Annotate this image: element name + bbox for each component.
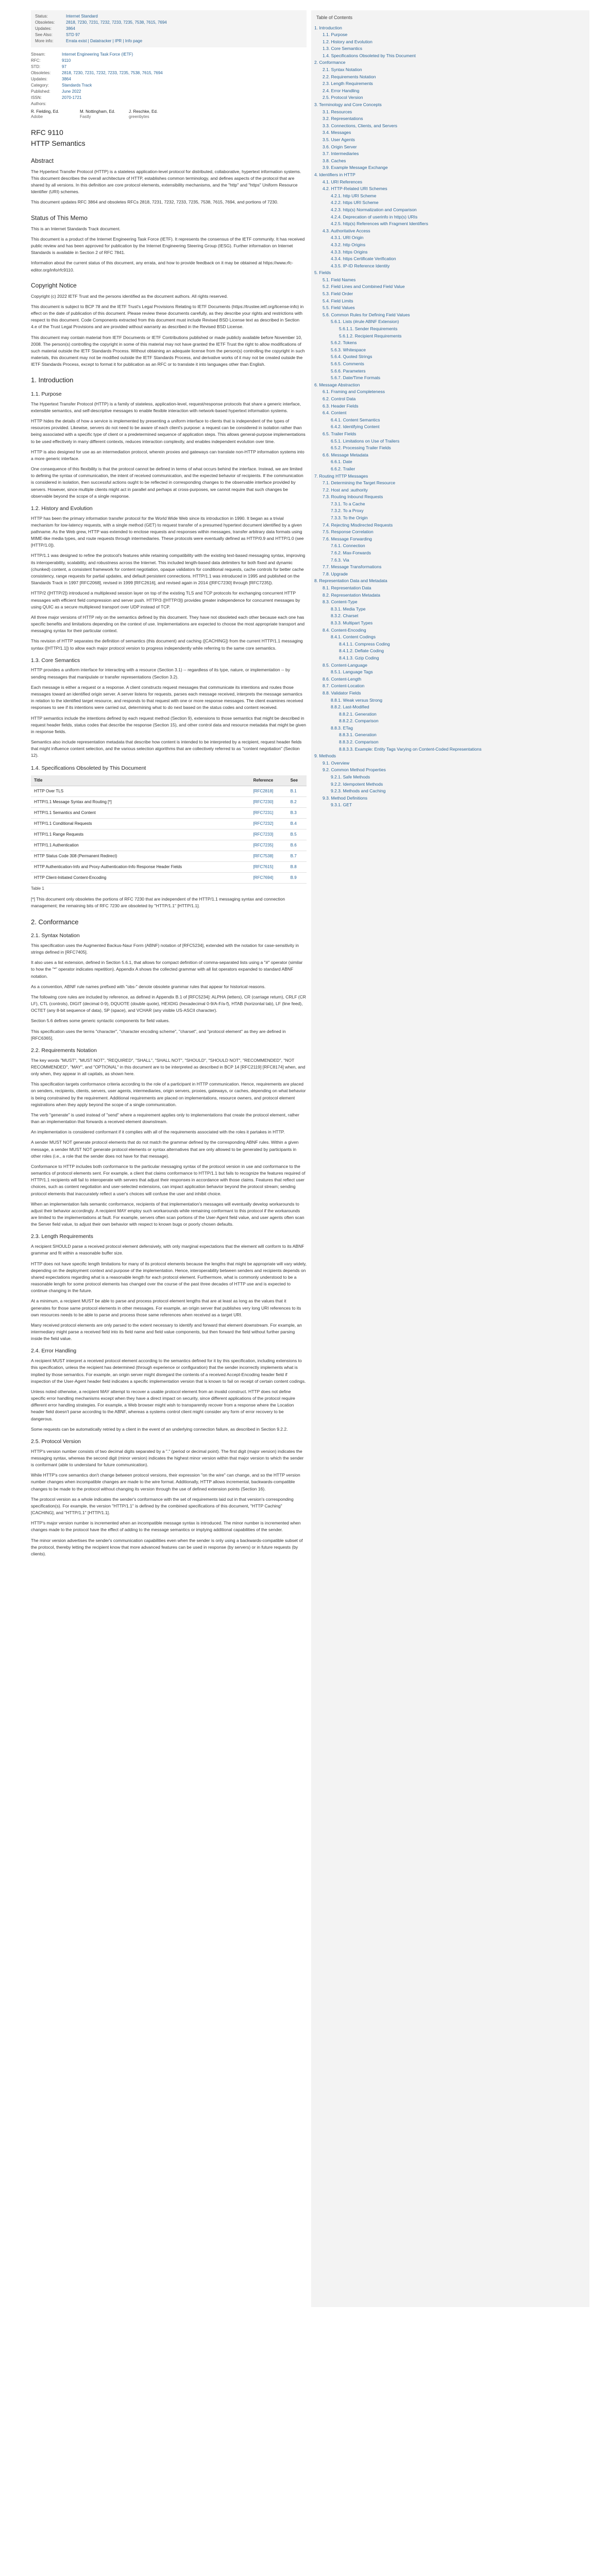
paragraph: HTTP's version number consists of two decimal digits separated by a "." (period or decimal point). The first digit (major version) indicates the messaging syntax, whereas the second digit (minor version) indicates the highest minor version within that major version to which the sender is conformant (able to understand for future communication). [31,1448,304,1468]
toc-link[interactable]: 4.2.4. Deprecation of userinfo in http(s) URIs [331,214,418,219]
table-row [31,829,307,840]
abstract-paragraph: This document updates RFC 3864 and obsoletes RFCs 2818, 7231, 7232, 7233, 7235, 7538, 7615, 7694, and portions of 7230. [31,199,279,205]
toc-title: Table of Contents [316,15,353,20]
toc-link[interactable]: 7.3. Routing Inbound Requests [323,494,383,500]
status-paragraph: This is an Internet Standards Track document. [31,226,121,231]
subsection-heading: 1.4. Specifications Obsoleted by This Document [31,765,146,771]
metadata-key: Stream: [31,52,46,57]
paragraph: HTTP provides a uniform interface for interacting with a resource (Section 3.1) -- regardless of its type, nature, or implementation -- by sending messages that manipulate or transfer representations (Section 3.2). [31,667,290,680]
toc-link[interactable]: 5.3. Field Order [323,291,353,297]
paragraph: HTTP/1.1 was designed to refine the protocol's features while retaining compatibility with the existing text-based messaging syntax, improving its interoperability, scalability, and robustness across the Internet. This included length-based data delimiters for both fixed and dynamic (chunked) content, a consistent framework for content negotiation, opaque validators for conditional requests, cache controls for better cache consistency, range requests for partial updates, and default persistent connections. HTTP/1.1 was introduced in 1995 and published on the Standards Track in 1997 [RFC2068], revised in 1999 [RFC2616], and revised again in 2014 ([RFC7230] through [RFC7235]). [31,553,306,586]
spec-title-cell: HTTP/1.1 Message Syntax and Routing [*] [31,797,250,808]
spec-title-cell: HTTP/1.1 Semantics and Content [31,808,250,819]
toc-link[interactable]: 8.3.2. Charset [331,613,359,619]
author-name: R. Fielding, Ed. [31,109,59,114]
spec-section-link[interactable]: B.3 [287,808,307,819]
toc-link[interactable]: 3.2. Representations [323,116,363,122]
spec-reference-link[interactable]: [RFC7615] [250,862,287,873]
toc-link[interactable]: 7.4. Rejecting Misdirected Requests [323,522,393,528]
toc-link[interactable]: 4.2.1. http URI Scheme [331,193,377,198]
spec-section-link[interactable]: B.2 [287,797,307,808]
toc-link[interactable]: 5.2. Field Lines and Combined Field Value [323,284,405,290]
spec-reference-link[interactable]: [RFC7233] [250,829,287,840]
table-row [31,840,307,851]
toc-link[interactable]: 5.6.2. Tokens [331,340,357,346]
toc-link[interactable]: 6.5. Trailer Fields [323,431,357,436]
table-note: [*] This document only obsoletes the portions of RFC 7230 that are independent of the HTTP/1.1 messaging syntax and connection management; the remaining bits of RFC 7230 are obsoleted by "HTTP/1.1" [HTTP/1.1]. [31,896,285,909]
metadata-key: RFC: [31,58,41,63]
toc-link[interactable]: 8.5.1. Language Tags [331,669,373,675]
toc-link[interactable]: 8. Representation Data and Metadata [314,578,387,584]
metadata-value[interactable]: 2818, 7230, 7231, 7232, 7233, 7235, 7538, 7615, 7694 [62,71,163,75]
paragraph: It also uses a list extension, defined in Section 5.6.1, that allows for compact definition of comma-separated lists using a "#" operator (similar to how the "*" operator indicates repetition). Appendix A shows the collected grammar with all list operators expanded to standard ABNF notation. [31,960,303,979]
toc-link[interactable]: 8.4.1. Content Codings [331,634,376,640]
table-row [31,786,307,797]
metadata-value[interactable]: 2070-1721 [62,95,82,100]
subsection-heading: 1.3. Core Semantics [31,657,80,664]
toc-link[interactable]: 2.3. Length Requirements [323,81,373,87]
section-heading: 2. Conformance [31,918,79,926]
spec-section-link[interactable]: B.5 [287,829,307,840]
toc-link[interactable]: 1.3. Core Semantics [323,46,363,52]
toc-link[interactable]: 5.6.1. Lists (#rule ABNF Extension) [331,319,399,325]
metadata-row [31,52,307,58]
toc-link[interactable]: 5.4. Field Limits [323,298,353,303]
toc-link[interactable]: 6.3. Header Fields [323,403,359,409]
spec-section-link[interactable]: B.6 [287,840,307,851]
toc-link[interactable]: 7.8. Upgrade [323,571,348,577]
metadata-row [35,32,302,38]
spec-section-link[interactable]: B.9 [287,873,307,884]
toc-link[interactable]: 6.4.1. Content Semantics [331,417,380,422]
toc-link[interactable]: 6.6.2. Trailer [331,466,355,471]
toc-link[interactable]: 3.1. Resources [323,109,352,114]
paragraph: Section 5.6 defines some generic syntactic components for field values. [31,1018,170,1024]
toc-link[interactable]: 4.3.3. https Origins [331,249,368,255]
toc-link[interactable]: 8.8.1. Weak versus Strong [331,697,383,703]
abstract-heading: Abstract [31,157,54,164]
toc-link[interactable]: 5. Fields [314,270,331,276]
author-organization: Adobe [31,114,43,120]
metadata-value[interactable]: Internet Standard [66,14,98,19]
paragraph: This specification uses the terms "character", "character encoding scheme", "charset", and "protocol element" as they are defined in [RFC6365]. [31,1028,286,1041]
metadata-row [35,26,302,32]
column-header-see: See [287,775,307,786]
paragraph: Unless noted otherwise, a recipient MAY attempt to recover a usable protocol element from an invalid construct. HTTP does not define specific error handling mechanisms except when they have a direct impact on security, since different applications of the protocol require different error handling strategies. For example, a Web browser might wish to transparently recover from a response where the Location header field doesn't parse according to the ABNF, whereas a systems control client might consider any form of error recovery to be dangerous. [31,1388,295,1421]
author-name: M. Nottingham, Ed. [80,109,115,114]
table-row [31,797,307,808]
toc-link[interactable]: 8.4.1.3. Gzip Coding [339,655,379,660]
toc-link[interactable]: 8.4. Content-Encoding [323,627,366,633]
toc-link[interactable]: 5.6.1.2. Recipient Requirements [339,333,402,338]
toc-link[interactable]: 3.5. User Agents [323,137,355,142]
toc-link[interactable]: 3. Terminology and Core Concepts [314,102,382,108]
toc-link[interactable]: 3.8. Caches [323,158,346,163]
metadata-value[interactable]: Standards Track [62,83,92,88]
metadata-key: ISSN: [31,95,42,100]
toc-link[interactable]: 1.2. History and Evolution [323,39,372,44]
toc-link[interactable]: 4. Identifiers in HTTP [314,172,355,177]
document-body [31,10,307,1561]
spec-reference-link[interactable]: [RFC2818] [250,786,287,797]
toc-link[interactable]: 8.8.3.3. Example: Entity Tags Varying on Content-Coded Representations [339,746,482,752]
toc-link[interactable]: 4.3. Authoritative Access [323,228,370,233]
paragraph: When an implementation fails semantic conformance, recipients of that implementation's messages will eventually develop workarounds to adjust their behavior accordingly. A recipient MAY employ such workarounds while remaining conformant to this protocol if the workarounds are limited to the implementations at fault. For example, servers often scan portions of the User-Agent field value, and user agents often scan the Server field value, to adjust their own behavior with respect to known bugs or poorly chosen defaults. [31,1201,304,1227]
toc-link[interactable]: 4.3.1. URI Origin [331,235,364,241]
metadata-value[interactable]: 9110 [62,58,71,63]
metadata-row [35,20,302,26]
metadata-key: More info: [35,39,54,43]
metadata-value[interactable]: Errata exist | Datatracker | IPR | Info page [66,39,143,43]
toc-link[interactable]: 8.8. Validator Fields [323,690,361,696]
toc-link[interactable]: 8.4.1.1. Compress Coding [339,641,390,647]
author-name: J. Reschke, Ed. [129,109,158,114]
rfc-number: RFC 9110 [31,128,63,137]
metadata-value[interactable]: 3864 [66,26,75,31]
toc-link[interactable]: 9.2. Common Method Properties [323,767,386,773]
toc-link[interactable]: 1.4. Specifications Obsoleted by This Document [323,53,416,58]
obsoleted-specs-table [31,775,307,884]
toc-link[interactable]: 2. Conformance [314,60,346,65]
toc-link[interactable]: 5.6.1.1. Sender Requirements [339,326,398,332]
paragraph: HTTP does not have specific length limitations for many of its protocol elements because the lengths that might be appropriate will vary widely, depending on the deployment context and purpose of the implementation. Hence, interoperability between senders and recipients depends on shared expectations regarding what is a reasonable length for each protocol element. Furthermore, what is commonly understood to be a reasonable length for some protocol elements has changed over the course of the past three decades of HTTP use and is expected to continue changing in the future. [31,1261,307,1294]
toc-link[interactable]: 8.5. Content-Language [323,662,367,668]
paragraph: The following core rules are included by reference, as defined in Appendix B.1 of [RFC5234]: ALPHA (letters), CR (carriage return), CRLF (CR LF), CTL (controls), DIGIT (decimal 0-9), DQUOTE (double quote), HEXDIG (hexadecimal 0-9/A-F/a-f), HTAB (horizontal tab), LF (line feed), OCTET (any 8-bit sequence of data), SP (space), and VCHAR (any visible US-ASCII character). [31,994,306,1013]
metadata-key: STD: [31,64,41,69]
toc-link[interactable]: 3.4. Messages [323,130,351,135]
toc-link[interactable]: 8.2. Representation Metadata [323,592,380,598]
author-organization: Fastly [80,114,91,120]
toc-link[interactable]: 7.6.3. Via [331,557,349,563]
paragraph: The key words "MUST", "MUST NOT", "REQUIRED", "SHALL", "SHALL NOT", "SHOULD", "SHOULD NOT", "RECOMMENDED", "NOT RECOMMENDED", "MAY", and "OPTIONAL" in this document are to be interpreted as described in BCP 14 [RFC2119] [RFC8174] when, and only when, they appear in all capitals, as shown here. [31,1057,306,1077]
toc-link[interactable]: 6.5.2. Processing Trailer Fields [331,445,391,451]
subsection-heading: 1.1. Purpose [31,391,62,397]
toc-link[interactable]: 9.3. Method Definitions [323,795,367,801]
metadata-key: Updates: [31,77,48,81]
copyright-paragraph: This document is subject to BCP 78 and the IETF Trust's Legal Provisions Relating to IETF Documents (https://trustee.ietf.org/license-info) in effect on the date of publication of this document. Please review these documents carefully, as they describe your rights and restrictions with respect to this document. Code Components extracted from this document must include Revised BSD License text as described in Section 4.e of the Trust Legal Provisions and are provided without warranty as described in the Revised BSD License. [31,303,304,330]
paragraph: One consequence of this flexibility is that the protocol cannot be defined in terms of what occurs behind the interface. Instead, we are limited to defining the syntax of communication, the intent of received communication, and the expected behavior of recipients. If the communication is considered in isolation, then successful actions ought to be reflected in corresponding changes to the observable interface provided by servers. However, since multiple clients might act in parallel and perhaps at cross-purposes, we cannot require that such changes be observable beyond the scope of a single response. [31,466,303,499]
table-caption: Table 1 [31,886,44,891]
spec-title-cell: HTTP/1.1 Conditional Requests [31,819,250,829]
paragraph: A sender MUST NOT generate protocol elements that do not match the grammar defined by the corresponding ABNF rules. Within a given message, a sender MUST NOT generate protocol elements or syntax alternatives that are only allowed to be generated by participants in other roles (i.e., a role that the sender does not have for that message). [31,1140,299,1159]
toc-link[interactable]: 3.7. Intermediaries [323,151,359,157]
spec-title-cell: HTTP Authentication-Info and Proxy-Authentication-Info Response Header Fields [31,862,250,873]
metadata-value[interactable] [62,101,307,107]
paragraph: An implementation is considered conformant if it complies with all of the requirements associated with the roles it partakes in HTTP. [31,1129,285,1135]
paragraph: While HTTP's core semantics don't change between protocol versions, their expression "on the wire" can change, and so the HTTP version number changes when incompatible changes are made to the wire format. Additionally, HTTP allows incremental, backwards-compatible changes to be made to the protocol without changing its version through the use of defined extension points (Section 16). [31,1472,300,1492]
copyright-paragraph: Copyright (c) 2022 IETF Trust and the persons identified as the document authors. All rights reserved. [31,293,228,299]
paragraph: The Hypertext Transfer Protocol (HTTP) is a family of stateless, application-level, request/response protocols that share a generic interface, extensible semantics, and self-descriptive messages to enable flexible interaction with network-based hypertext information systems. [31,401,301,413]
toc-link[interactable]: 8.6. Content-Length [323,676,362,682]
paragraph: HTTP's major version number is incremented when an incompatible message syntax is introduced. The minor number is incremented when changes made to the protocol have the effect of adding to the message semantics or implying additional capabilities of the sender. [31,1520,301,1533]
toc-link[interactable]: 8.7. Content-Location [323,683,365,689]
toc-link[interactable]: 8.3.3. Multipart Types [331,620,373,625]
toc-link[interactable]: 2.5. Protocol Version [323,95,363,100]
metadata-key: Obsoletes: [31,71,51,75]
toc-link[interactable]: 7.6. Message Forwarding [323,536,372,541]
paragraph: The minor version advertises the sender's communication capabilities even when the sender is only using a backwards-compatible subset of the protocol, thereby letting the recipient know that more advanced features can be used in response (by servers) or in future requests (by clients). [31,1537,303,1556]
metadata-key: Published: [31,89,50,94]
toc-link[interactable]: 8.3.1. Media Type [331,606,366,612]
table-row [31,808,307,819]
metadata-key: See Also: [35,32,53,37]
spec-reference-link[interactable]: [RFC7538] [250,851,287,862]
toc-link[interactable]: 6.2. Control Data [323,396,356,401]
toc-link[interactable]: 7. Routing HTTP Messages [314,473,368,479]
section-heading: 1. Introduction [31,376,74,384]
status-paragraph: Information about the current status of this document, any errata, and how to provide feedback on it may be obtained at https://www.rfc-editor.org/info/rfc9110. [31,260,293,273]
toc-link[interactable]: 9.3.1. GET [331,802,352,808]
table-row [31,873,307,884]
toc-link[interactable]: 6.4.2. Identifying Content [331,424,380,430]
spec-reference-link[interactable]: [RFC7230] [250,797,287,808]
toc-link[interactable]: 5.6.6. Parameters [331,368,366,374]
paragraph: A recipient MUST interpret a received protocol element according to the semantics defined for it by this specification, including extensions to this specification, unless the recipient has determined (through experience or configuration) that the sender incorrectly implements what is implied by those semantics. For example, an origin server might disregard the contents of a received Accept-Encoding header field if inspection of the User-Agent header field indicates a specific implementation version that is known to fail on receipt of certain content codings. [31,1358,306,1384]
spec-title-cell: HTTP/1.1 Authentication [31,840,250,851]
table-row [31,851,307,862]
copyright-heading: Copyright Notice [31,281,77,289]
paragraph: The verb "generate" is used instead of "send" where a requirement applies only to implementations that create the protocol element, rather than an implementation that forwards a received element downstream. [31,1112,299,1125]
paragraph: At a minimum, a recipient MUST be able to parse and process protocol element lengths that are at least as long as the values that it generates for those same protocol elements in other messages. For example, an origin server that publishes very long URI references to its own resources needs to be able to parse and process those same references when received as a target URI. [31,1298,301,1317]
toc-link[interactable]: 8.4.1.2. Deflate Coding [339,648,384,654]
toc-link[interactable]: 7.6.2. Max-Forwards [331,550,371,556]
metadata-value[interactable]: 2818, 7230, 7231, 7232, 7233, 7235, 7538, 7615, 7694 [66,20,167,25]
toc-link[interactable]: 5.5. Field Values [323,305,355,311]
column-header-reference: Reference [250,775,287,786]
table-row [31,862,307,873]
paragraph: A recipient SHOULD parse a received protocol element defensively, with only marginal expectations that the element will conform to its ABNF grammar and fit within a reasonable buffer size. [31,1244,304,1256]
metadata-row [31,89,307,95]
paragraph: This revision of HTTP separates the definition of semantics (this document) and caching ([CACHING]) from the current HTTP/1.1 messaging syntax ([HTTP/1.1]) to allow each major protocol version to progress independently while referring to the same core semantics. [31,638,303,651]
metadata-row [31,58,307,64]
toc-link[interactable]: 1.1. Purpose [323,32,348,38]
paragraph: Some requests can be automatically retried by a client in the event of an underlying connection failure, as described in Section 9.2.2. [31,1426,288,1432]
metadata-row [31,95,307,101]
toc-link[interactable]: 3.3. Connections, Clients, and Servers [323,123,398,128]
paragraph: This specification uses the Augmented Backus-Naur Form (ABNF) notation of [RFC5234], extended with the notation for case-sensitivity in strings defined in [RFC7405]. [31,942,299,955]
spec-reference-link[interactable]: [RFC7235] [250,840,287,851]
document-status-box [31,10,307,47]
toc-link[interactable]: 3.9. Example Message Exchange [323,165,388,171]
author [80,109,129,120]
metadata-value[interactable]: Internet Engineering Task Force (IETF) [62,52,133,57]
metadata-key: Updates: [35,26,52,31]
paragraph: Conformance to HTTP includes both conformance to the particular messaging syntax of the protocol version in use and conformance to the semantics of protocol elements sent. For example, a client that claims conformance to HTTP/1.1 but fails to recognize the features required of HTTP/1.1 recipients will fail to interoperate with servers that adjust their responses in accordance with those claims. Features that reflect user choices, such as content negotiation and user-selected extensions, can impact application behavior beyond the protocol stream; sending protocol elements that inaccurately reflect a user's choices will confuse the user and inhibit choice. [31,1163,306,1196]
document-metadata [31,52,307,107]
toc-link[interactable]: 7.1. Determining the Target Resource [323,480,396,486]
toc-link[interactable]: 5.6. Common Rules for Defining Field Values [323,312,410,317]
toc-link[interactable]: 9.2.3. Methods and Caching [331,788,386,794]
toc-link[interactable]: 8.8.2.1. Generation [339,711,377,717]
toc-link[interactable]: 7.3.1. To a Cache [331,501,365,506]
paragraph: HTTP has been the primary information transfer protocol for the World Wide Web since its introduction in 1990. It began as a trivial mechanism for low-latency requests, with a single method (GET) to request transfer of a presumed hypertext document identified by a given pathname. As the Web grew, HTTP was extended to enclose requests and responses within messages, transfer arbitrary data formats using MIME-like media types, and route requests through intermediaries. These protocols were eventually defined as HTTP/0.9 and HTTP/1.0 (see [HTTP/1.0]). [31,515,304,548]
toc-link[interactable]: 7.3.3. To the Origin [331,515,368,521]
toc-link[interactable]: 9. Methods [314,753,336,759]
paragraph: HTTP/2 ([HTTP/2]) introduced a multiplexed session layer on top of the existing TLS and TCP protocols for exchanging concurrent HTTP messages with efficient field compression and server push. HTTP/3 ([HTTP/3]) provides greater independence for concurrent messages by using QUIC as a secure multiplexed transport over UDP instead of TCP. [31,590,300,609]
metadata-key: Obsoletes: [35,20,55,25]
toc-link[interactable]: 4.2. HTTP-Related URI Schemes [323,186,387,192]
toc-link[interactable]: 5.6.7. Date/Time Formats [331,375,381,381]
toc-link[interactable]: 6.1. Framing and Completeness [323,389,385,395]
paragraph: The protocol version as a whole indicates the sender's conformance with the set of requirements laid out in that version's corresponding specification(s). For example, the version "HTTP/1.1" is defined by the combined specifications of this document, "HTTP Caching" [CACHING], and "HTTP/1.1" [HTTP/1.1]. [31,1496,294,1516]
metadata-row [31,76,307,82]
spec-reference-link[interactable]: [RFC7694] [250,873,287,884]
toc-link[interactable]: 8.8.2.2. Comparison [339,718,379,724]
toc-link[interactable]: 4.3.2. http Origins [331,242,366,247]
spec-section-link[interactable]: B.1 [287,786,307,797]
subsection-heading: 2.4. Error Handling [31,1348,77,1354]
table-row [31,819,307,829]
toc-link[interactable]: 5.1. Field Names [323,277,356,282]
metadata-key: Status: [35,14,48,19]
toc-link[interactable]: 6.6.1. Date [331,459,352,465]
author [31,109,80,120]
toc-link[interactable]: 4.1. URI References [323,179,363,184]
metadata-row [35,38,302,44]
author [129,109,178,120]
column-header-title: Title [31,775,250,786]
toc-link[interactable]: 5.6.5. Comments [331,361,364,366]
paragraph: As a convention, ABNF rule names prefixed with "obs-" denote obsolete grammar rules that appear for historical reasons. [31,984,266,989]
table-header-row [31,775,307,786]
status-paragraph: This document is a product of the Internet Engineering Task Force (IETF). It represents the consensus of the IETF community. It has received public review and has been approved for publication by the Internet Engineering Steering Group (IESG). Further information on Internet Standards is available in Section 2 of RFC 7841. [31,236,305,256]
copyright-paragraph: This document may contain material from IETF Documents or IETF Contributions published or made publicly available before November 10, 2008. The person(s) controlling the copyright in some of this material may not have granted the IETF Trust the right to allow modifications of such material outside the IETF Standards Process. Without obtaining an adequate license from the person(s) controlling the copyright in such materials, this document may not be modified outside the IETF Standards Process, and derivative works of it may not be created outside the IETF Standards Process, except to format it for publication as an RFC or to translate it into languages other than English. [31,334,305,367]
spec-reference-link[interactable]: [RFC7231] [250,808,287,819]
spec-reference-link[interactable]: [RFC7232] [250,819,287,829]
subsection-heading: 2.5. Protocol Version [31,1438,81,1445]
toc-link[interactable]: 8.8.3.2. Comparison [339,739,379,745]
toc-link[interactable]: 9.2.2. Idempotent Methods [331,781,383,787]
metadata-key: Category: [31,83,49,88]
toc-link[interactable]: 7.5. Response Correlation [323,529,374,535]
paragraph: HTTP semantics include the intentions defined by each request method (Section 9), extensions to those semantics that might be described in request header fields, status codes that describe the response (Section 15), and other control data and resource metadata that might be given in response fields. [31,715,306,734]
toc-link[interactable]: 4.3.5. IP-ID Reference Identity [331,263,390,268]
spec-title-cell: HTTP Over TLS [31,786,250,797]
toc-link[interactable]: 8.1. Representation Data [323,585,371,590]
toc-link[interactable]: 8.8.3. ETag [331,725,353,731]
subsection-heading: 2.1. Syntax Notation [31,933,80,939]
toc-link[interactable]: 7.7. Message Transformations [323,564,382,570]
toc-link[interactable]: 9.1. Overview [323,760,349,766]
metadata-value[interactable]: June 2022 [62,89,81,94]
status-heading: Status of This Memo [31,214,88,222]
toc-link[interactable]: 9.2.1. Safe Methods [331,774,370,780]
spec-title-cell: HTTP Client-Initiated Content-Encoding [31,873,250,884]
toc-link[interactable]: 3.6. Origin Server [323,144,357,149]
metadata-value[interactable]: 97 [62,64,66,69]
metadata-row [31,101,307,107]
metadata-key: Authors: [31,101,46,106]
table-of-contents [311,10,589,2307]
toc-link[interactable]: 4.2.5. http(s) References with Fragment Identifiers [331,221,428,227]
toc-link[interactable]: 7.3.2. To a Proxy [331,508,364,514]
paragraph: This specification targets conformance criteria according to the role of a participant in HTTP communication. Hence, requirements are placed on senders, recipients, clients, servers, user agents, intermediaries, origin servers, proxies, gateways, or caches, depending on what behavior is being constrained by the requirement. Additional requirements are placed on implementations, resource owners, and protocol element registrations when they apply beyond the scope of a single communication. [31,1081,306,1107]
toc-link[interactable]: 7.6.1. Connection [331,543,365,549]
document-title: HTTP Semantics [31,139,86,147]
author-organization: greenbytes [129,114,149,120]
metadata-row [31,64,307,70]
toc-link[interactable]: 8.3. Content-Type [323,599,358,605]
paragraph: All three major versions of HTTP rely on the semantics defined by this document. They have not obsoleted each other because each one has specific benefits and limitations depending on the context of use. Implementations are expected to choose the most appropriate transport and messaging syntax for their particular context. [31,614,305,634]
subsection-heading: 2.3. Length Requirements [31,1233,93,1240]
abstract-paragraph: The Hypertext Transfer Protocol (HTTP) is a stateless application-level protocol for distributed, collaborative, hypertext information systems. This document describes the overall architecture of HTTP, establishes common terminology, and defines aspects of the protocol that are shared by all versions. In this definition are core protocol elements, extensibility mechanisms, and the "http" and "https" Uniform Resource Identifier (URI) schemes. [31,168,301,195]
toc-link[interactable]: 5.6.3. Whitespace [331,347,366,352]
subsection-heading: 1.2. History and Evolution [31,505,93,512]
toc-link[interactable]: 5.6.4. Quoted Strings [331,354,372,360]
toc-link[interactable]: 6. Message Abstraction [314,382,360,387]
metadata-value[interactable]: STD 97 [66,32,80,37]
toc-link[interactable]: 7.2. Host and :authority [323,487,368,493]
toc-link[interactable]: 8.8.3.1. Generation [339,732,377,738]
toc-link[interactable]: 2.4. Error Handling [323,88,360,93]
spec-section-link[interactable]: B.7 [287,851,307,862]
toc-link[interactable]: 6.6. Message Metadata [323,452,368,457]
paragraph: Many received protocol elements are only parsed to the extent necessary to identify and forward that element downstream. For example, an intermediary might parse a received field into its field name and field value components, but then forward the field without further parsing inside the field value. [31,1322,302,1342]
spec-title-cell: HTTP/1.1 Range Requests [31,829,250,840]
toc-link[interactable]: 8.8.2. Last-Modified [331,704,369,710]
paragraph: Each message is either a request or a response. A client constructs request messages that communicate its intentions and routes those messages toward an identified origin server. A server listens for requests, parses each message received, interprets the message semantics in relation to the identified target resource, and responds to that request with one or more response messages. The client examines received responses to see if its intentions were carried out, determining what to do next based on the status codes and content received. [31,684,303,710]
metadata-row [31,82,307,89]
toc-link[interactable]: 2.2. Requirements Notation [323,74,376,79]
toc-link[interactable]: 2.1. Syntax Notation [323,67,362,73]
metadata-row [35,13,302,20]
toc-link[interactable]: 4.2.3. http(s) Normalization and Comparison [331,207,417,212]
spec-title-cell: HTTP Status Code 308 (Permanent Redirect) [31,851,250,862]
metadata-value[interactable]: 3864 [62,77,71,81]
spec-section-link[interactable]: B.4 [287,819,307,829]
toc-link[interactable]: 4.2.2. https URI Scheme [331,200,379,206]
authors-list [31,109,307,120]
spec-section-link[interactable]: B.8 [287,862,307,873]
toc-link[interactable]: 4.3.4. https Certificate Verification [331,256,396,262]
toc-link[interactable]: 6.5.1. Limitations on Use of Trailers [331,438,400,444]
paragraph: HTTP is also designed for use as an intermediation protocol, wherein proxies and gateways can translate non-HTTP information systems into a more generic interface. [31,449,304,461]
metadata-row [31,70,307,76]
toc-link[interactable]: 1. Introduction [314,25,342,30]
paragraph: HTTP hides the details of how a service is implemented by presenting a uniform interface to clients that is independent of the types of resources provided. Likewise, servers do not need to be aware of each client's purpose: a request can be considered in isolation rather than being associated with a specific type of client or a predetermined sequence of application steps. This allows general-purpose implementations to be used effectively in many different contexts, reduces interaction complexity, and enables independent evolution over time. [31,418,306,444]
paragraph: Semantics also include representation metadata that describe how content is intended to be interpreted by a recipient, request header fields that might influence content selection, and the various selection algorithms that are collectively referred to as "content negotiation" (Section 12). [31,739,302,758]
toc-link[interactable]: 6.4. Content [323,410,347,416]
subsection-heading: 2.2. Requirements Notation [31,1047,97,1054]
